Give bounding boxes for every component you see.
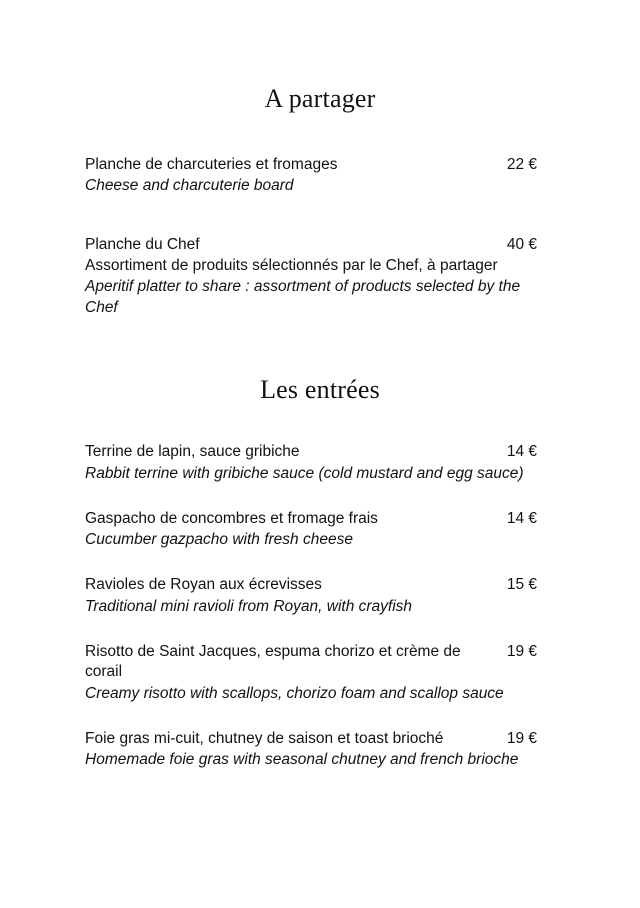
menu-item-price: 14 €	[506, 509, 537, 527]
menu-item-name: Foie gras mi-cuit, chutney de saison et toast brioché	[85, 729, 444, 747]
menu-item-head	[85, 442, 537, 462]
menu-item-translation: Traditional mini ravioli from Royan, with crayfish	[85, 597, 413, 615]
menu-section-les-entrees	[0, 318, 640, 770]
menu-item-list-a-partager	[85, 155, 555, 318]
menu-item-name: Planche du Chef	[85, 235, 200, 253]
menu-item-price: 22 €	[506, 156, 537, 173]
menu-item-price: 15 €	[506, 576, 537, 594]
menu-item-head	[85, 509, 537, 529]
menu-item-head	[85, 575, 537, 595]
menu-item-name: Gaspacho de concombres et fromage frais	[85, 509, 378, 527]
menu-item-price: 40 €	[506, 235, 537, 253]
menu-item	[85, 575, 555, 617]
menu-item-head	[85, 155, 537, 175]
menu-item-name: Terrine de lapin, sauce gribiche	[85, 443, 300, 461]
menu-item	[85, 642, 555, 704]
section-heading-les-entrees: Les entrées	[260, 375, 380, 405]
section-heading-a-partager: A partager	[264, 84, 376, 113]
menu-section-a-partager	[0, 0, 640, 318]
menu-item-head	[85, 235, 537, 255]
menu-item-head	[85, 642, 537, 683]
menu-item-list-les-entrees	[85, 442, 555, 770]
menu-item-translation: Rabbit terrine with gribiche sauce (cold mustard and egg sauce)	[85, 464, 524, 482]
menu-item-price: 19 €	[506, 729, 537, 747]
menu-item-price: 19 €	[506, 642, 537, 660]
menu-item	[85, 442, 555, 484]
menu-item-translation: Homemade foie gras with seasonal chutney and french brioche	[85, 751, 519, 769]
menu-item-name: Planche de charcuteries et fromages	[85, 156, 338, 173]
menu-item	[85, 155, 555, 197]
menu-item	[85, 235, 555, 319]
menu-item	[85, 729, 555, 771]
menu-item-name: Risotto de Saint Jacques, espuma chorizo et crème de corail	[85, 642, 461, 681]
menu-item-price: 14 €	[506, 443, 537, 461]
menu-item-translation: Cucumber gazpacho with fresh cheese	[85, 531, 353, 549]
menu-item-head	[85, 729, 537, 749]
menu-item-translation: Aperitif platter to share : assortment of products selected by the Chef	[85, 278, 521, 317]
menu-item	[85, 509, 555, 551]
menu-item-translation: Creamy risotto with scallops, chorizo foam and scallop sauce	[85, 684, 504, 702]
menu-item-subtitle: Assortiment de produits sélectionnés par le Chef, à partager	[85, 256, 498, 274]
menu-item-translation: Cheese and charcuterie board	[85, 177, 294, 195]
menu-item-name: Ravioles de Royan aux écrevisses	[85, 576, 322, 594]
